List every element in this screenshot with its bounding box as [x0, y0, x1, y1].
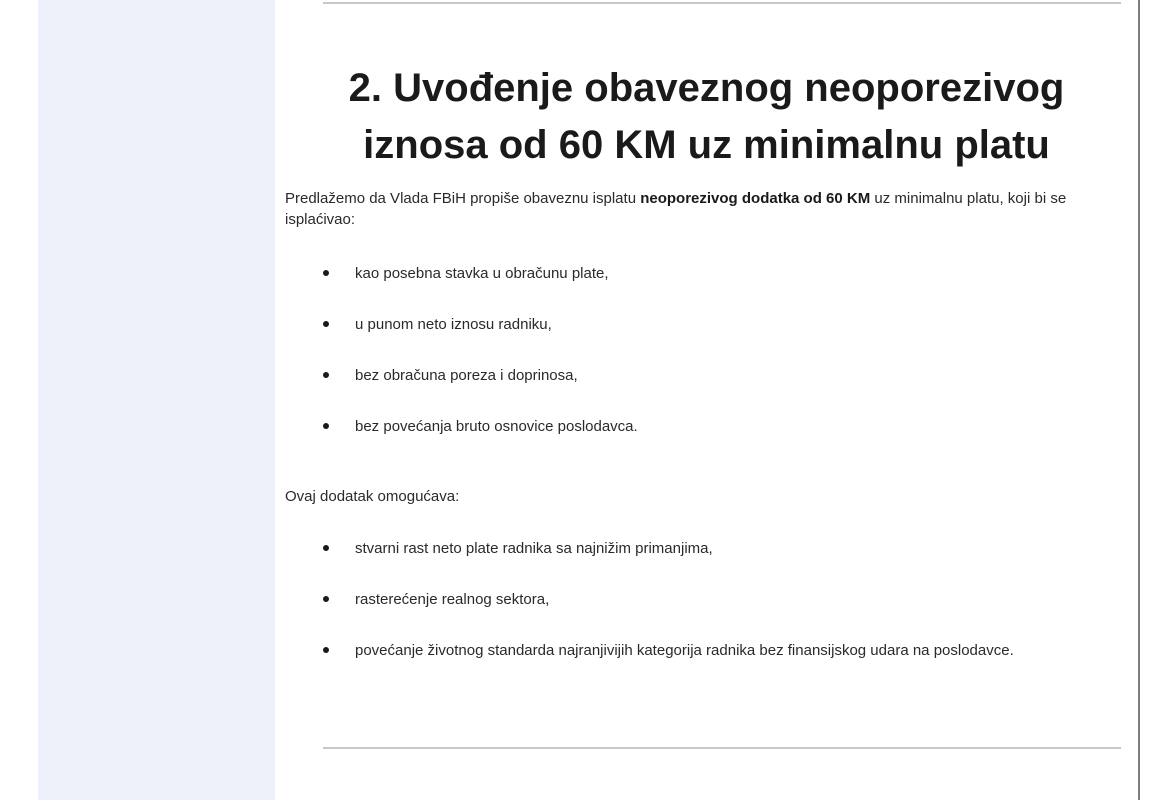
list-item	[323, 640, 1083, 661]
list-item	[323, 314, 1083, 335]
list-item-text: bez povećanja bruto osnovice poslodavca.	[355, 418, 638, 435]
section-heading-line-1: 2. Uvođenje obaveznog neoporezivog	[348, 66, 1065, 110]
bullet-icon	[323, 372, 329, 378]
payment-terms-list	[323, 263, 1083, 467]
section-heading	[275, 60, 1138, 174]
intro-text-end: uz minimalnu platu, koji bi se isplaćivao:	[285, 190, 1067, 228]
list-item-text: povećanje životnog standarda najranjivijih kategorija radnika bez finansijskog udara na poslodavce.	[355, 642, 1014, 659]
benefits-intro: Ovaj dodatak omogućava:	[285, 488, 460, 505]
benefits-list	[323, 538, 1083, 691]
list-item-text: stvarni rast neto plate radnika sa najnižim primanjima,	[355, 540, 713, 557]
bullet-icon	[323, 545, 329, 551]
list-item	[323, 589, 1083, 610]
left-sidebar-panel	[38, 0, 275, 800]
list-item-text: kao posebna stavka u obračunu plate,	[355, 265, 609, 282]
intro-paragraph	[285, 188, 1115, 230]
bullet-icon	[323, 321, 329, 327]
section-heading-line-2: iznosa od 60 KM uz minimalnu platu	[363, 123, 1050, 167]
document-page	[275, 0, 1140, 800]
list-item	[323, 416, 1083, 437]
intro-text-bold: neoporezivog dodatka od 60 KM	[640, 190, 871, 207]
list-item-text: u punom neto iznosu radniku,	[355, 316, 552, 333]
list-item	[323, 365, 1083, 386]
bottom-divider	[323, 747, 1121, 749]
list-item-text: bez obračuna poreza i doprinosa,	[355, 367, 578, 384]
bullet-icon	[323, 596, 329, 602]
list-item-text: rasterećenje realnog sektora,	[355, 591, 550, 608]
bullet-icon	[323, 423, 329, 429]
list-item	[323, 538, 1083, 559]
bullet-icon	[323, 270, 329, 276]
bullet-icon	[323, 647, 329, 653]
list-item	[323, 263, 1083, 284]
intro-text-start: Predlažemo da Vlada FBiH propiše obaveznu isplatu	[285, 190, 641, 207]
top-divider	[323, 2, 1121, 4]
